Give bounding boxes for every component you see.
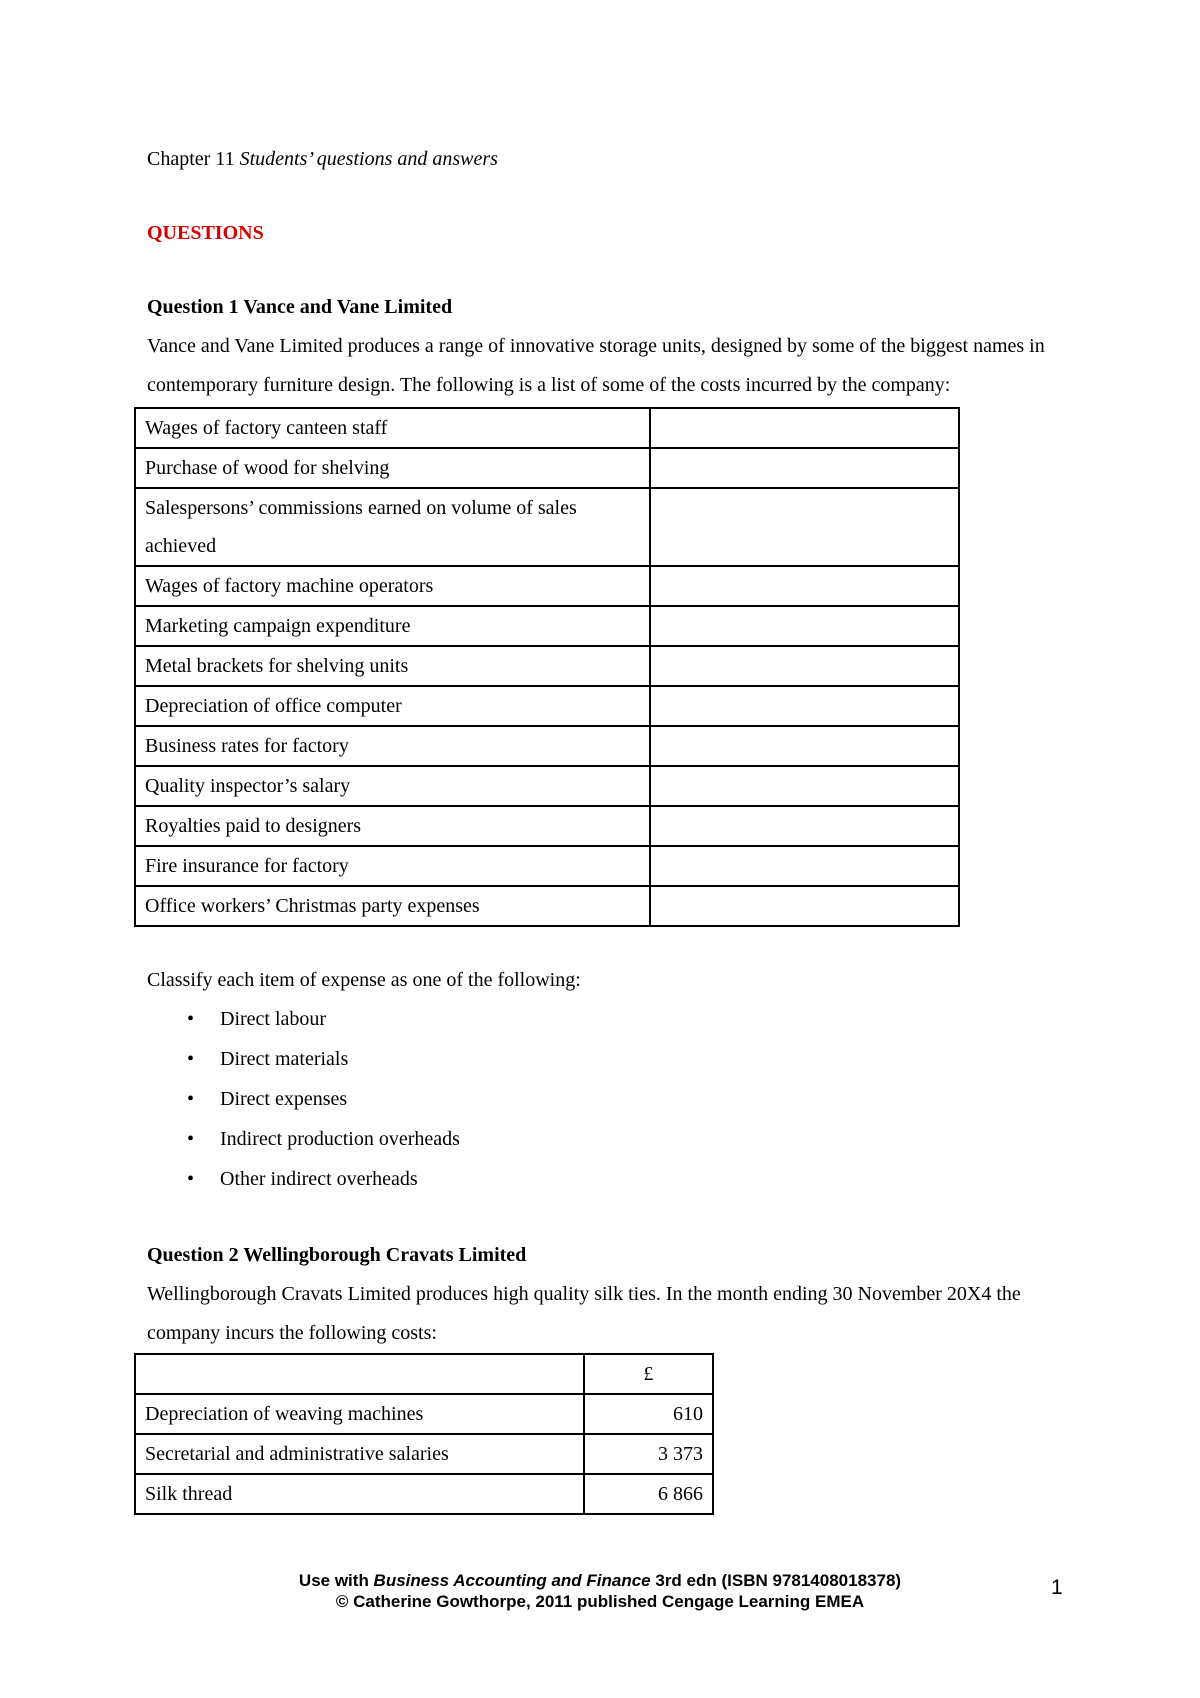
chapter-heading [147, 143, 1067, 175]
category-label: Indirect production overheads [220, 1128, 460, 1150]
table-header-row [135, 1354, 713, 1394]
classification-cell [650, 566, 959, 606]
cost-amount: 6 866 [584, 1474, 713, 1514]
cost-classification-table [134, 407, 960, 927]
footer-prefix: Use with [298, 1571, 374, 1590]
table-row [135, 1434, 713, 1474]
cost-item-label: Wages of factory canteen staff [135, 408, 650, 448]
classification-cell [650, 806, 959, 846]
cost-item-label: Quality inspector’s salary [135, 766, 650, 806]
question-1-title: Question 1 Vance and Vane Limited [147, 296, 453, 318]
cost-table [134, 1353, 714, 1515]
table-row [135, 448, 959, 488]
list-item [147, 999, 1067, 1039]
cost-amount: 3 373 [584, 1434, 713, 1474]
cost-item-label: Royalties paid to designers [135, 806, 650, 846]
page-content [147, 143, 1067, 1515]
list-item [147, 1119, 1067, 1159]
cost-item-label: Business rates for factory [135, 726, 650, 766]
cost-amount: 610 [584, 1394, 713, 1434]
section-title: QUESTIONS [147, 222, 264, 244]
table-row [135, 488, 959, 566]
question-2-title: Question 2 Wellingborough Cravats Limited [147, 1244, 527, 1266]
footer-line-2: © Catherine Gowthorpe, 2011 published Cengage Learning EMEA [335, 1592, 865, 1611]
question-2 [147, 1239, 1067, 1515]
table-row [135, 408, 959, 448]
table-row [135, 766, 959, 806]
bullet-icon: • [187, 1128, 195, 1150]
cost-item-label: Wages of factory machine operators [135, 566, 650, 606]
table-row [135, 686, 959, 726]
chapter-subtitle: Students’ questions and answers [239, 148, 498, 170]
classification-cell [650, 646, 959, 686]
question-2-intro: Wellingborough Cravats Limited produces high quality silk ties. In the month ending 30 November 20X4 the company incurs the following costs: [147, 1283, 1021, 1344]
bullet-icon: • [187, 1008, 195, 1030]
table-row [135, 846, 959, 886]
category-label: Direct labour [220, 1008, 327, 1030]
classify-instruction: Classify each item of expense as one of the following: [147, 969, 581, 991]
footer-line-1 [0, 1570, 1200, 1591]
list-item [147, 1159, 1067, 1199]
cost-label: Silk thread [135, 1474, 584, 1514]
classification-cell [650, 606, 959, 646]
cost-item-label: Metal brackets for shelving units [135, 646, 650, 686]
cost-item-label: Purchase of wood for shelving [135, 448, 650, 488]
cost-item-label: Salespersons’ commissions earned on volume of sales achieved [135, 488, 650, 566]
list-item [147, 1039, 1067, 1079]
bullet-icon: • [187, 1168, 195, 1190]
bullet-icon: • [187, 1048, 195, 1070]
table-row [135, 1394, 713, 1434]
classification-cell [650, 488, 959, 566]
cost-label: Depreciation of weaving machines [135, 1394, 584, 1434]
list-item [147, 1079, 1067, 1119]
bullet-icon: • [187, 1088, 195, 1110]
cost-item-label: Marketing campaign expenditure [135, 606, 650, 646]
table-row [135, 726, 959, 766]
table-row [135, 806, 959, 846]
classification-cell [650, 726, 959, 766]
table-row [135, 886, 959, 926]
category-list [147, 999, 1067, 1199]
category-label: Direct materials [220, 1048, 349, 1070]
classification-cell [650, 766, 959, 806]
cost-label: Secretarial and administrative salaries [135, 1434, 584, 1474]
table-row [135, 566, 959, 606]
classification-cell [650, 448, 959, 488]
category-label: Direct expenses [220, 1088, 348, 1110]
classification-cell [650, 846, 959, 886]
classification-cell [650, 886, 959, 926]
cost-item-label: Office workers’ Christmas party expenses [135, 886, 650, 926]
currency-header: £ [584, 1354, 713, 1394]
classification-cell [650, 686, 959, 726]
footer-suffix: 3rd edn (ISBN 9781408018378) [650, 1571, 902, 1590]
table-row [135, 606, 959, 646]
classification-cell [650, 408, 959, 448]
page-number: 1 [1051, 1576, 1063, 1599]
category-label: Other indirect overheads [220, 1168, 418, 1190]
question-1-intro: Vance and Vane Limited produces a range of innovative storage units, designed by some of the biggest names in contemporary furniture design. The following is a list of some of the costs incurred by the company: [147, 335, 1045, 396]
table-row [135, 646, 959, 686]
cost-item-label: Depreciation of office computer [135, 686, 650, 726]
footer-book-title: Business Accounting and Finance [373, 1571, 651, 1590]
cost-item-label: Fire insurance for factory [135, 846, 650, 886]
header-cell-empty [135, 1354, 584, 1394]
table-row [135, 1474, 713, 1514]
chapter-label: Chapter 11 [147, 148, 235, 170]
page-footer [0, 1570, 1200, 1612]
